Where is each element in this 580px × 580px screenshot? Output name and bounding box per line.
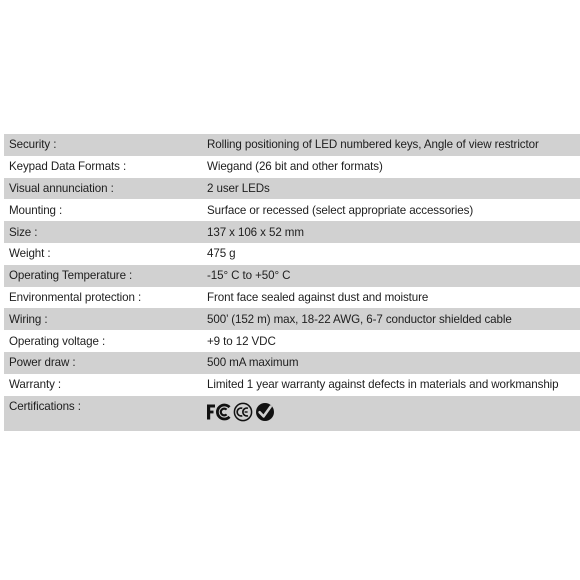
spec-row-size bbox=[4, 221, 580, 243]
spec-label: Warranty : bbox=[9, 378, 62, 392]
spec-label: Visual annunciation : bbox=[9, 181, 114, 195]
spec-row-visual-annunciation bbox=[4, 178, 580, 200]
spec-label: Operating Temperature : bbox=[9, 269, 133, 283]
spec-label: Security : bbox=[9, 138, 57, 152]
spec-row-security bbox=[4, 134, 580, 156]
spec-value: 500 mA maximum bbox=[207, 356, 299, 370]
ce-mark-icon bbox=[233, 402, 253, 422]
spec-row-warranty bbox=[4, 374, 580, 396]
spec-label: Size : bbox=[9, 225, 38, 239]
spec-label: Operating voltage : bbox=[9, 334, 106, 348]
spec-row-operating-temperature bbox=[4, 265, 580, 287]
spec-row-certifications bbox=[4, 396, 580, 431]
spec-table bbox=[4, 134, 580, 431]
spec-row-wiring bbox=[4, 308, 580, 330]
spec-label: Wiring : bbox=[9, 312, 48, 326]
fcc-logo-icon bbox=[207, 403, 231, 421]
spec-row-mounting bbox=[4, 199, 580, 221]
spec-value: -15° C to +50° C bbox=[207, 269, 291, 283]
spec-value: Limited 1 year warranty against defects in materials and workmanship bbox=[207, 378, 559, 392]
spec-label: Mounting : bbox=[9, 203, 63, 217]
spec-value bbox=[207, 400, 580, 422]
spec-value: 500’ (152 m) max, 18-22 AWG, 6-7 conductor shielded cable bbox=[207, 312, 512, 326]
spec-value: Rolling positioning of LED numbered keys, Angle of view restrictor bbox=[207, 138, 539, 152]
spec-row-operating-voltage bbox=[4, 330, 580, 352]
spec-row-weight bbox=[4, 243, 580, 265]
c-tick-mark-icon bbox=[255, 402, 275, 422]
spec-value: +9 to 12 VDC bbox=[207, 334, 276, 348]
certification-logos bbox=[207, 402, 580, 422]
spec-value: 2 user LEDs bbox=[207, 181, 270, 195]
spec-value: 137 x 106 x 52 mm bbox=[207, 225, 304, 239]
spec-value: Surface or recessed (select appropriate accessories) bbox=[207, 203, 474, 217]
spec-row-keypad-data-formats bbox=[4, 156, 580, 178]
spec-value: Front face sealed against dust and moisture bbox=[207, 290, 429, 304]
spec-row-environmental-protection bbox=[4, 287, 580, 309]
spec-value: Wiegand (26 bit and other formats) bbox=[207, 160, 383, 174]
spec-label: Power draw : bbox=[9, 356, 76, 370]
spec-label: Keypad Data Formats : bbox=[9, 160, 127, 174]
spec-label: Weight : bbox=[9, 247, 51, 261]
spec-label: Environmental protection : bbox=[9, 290, 142, 304]
spec-label: Certifications : bbox=[9, 399, 81, 413]
spec-row-power-draw bbox=[4, 352, 580, 374]
spec-value: 475 g bbox=[207, 247, 236, 261]
